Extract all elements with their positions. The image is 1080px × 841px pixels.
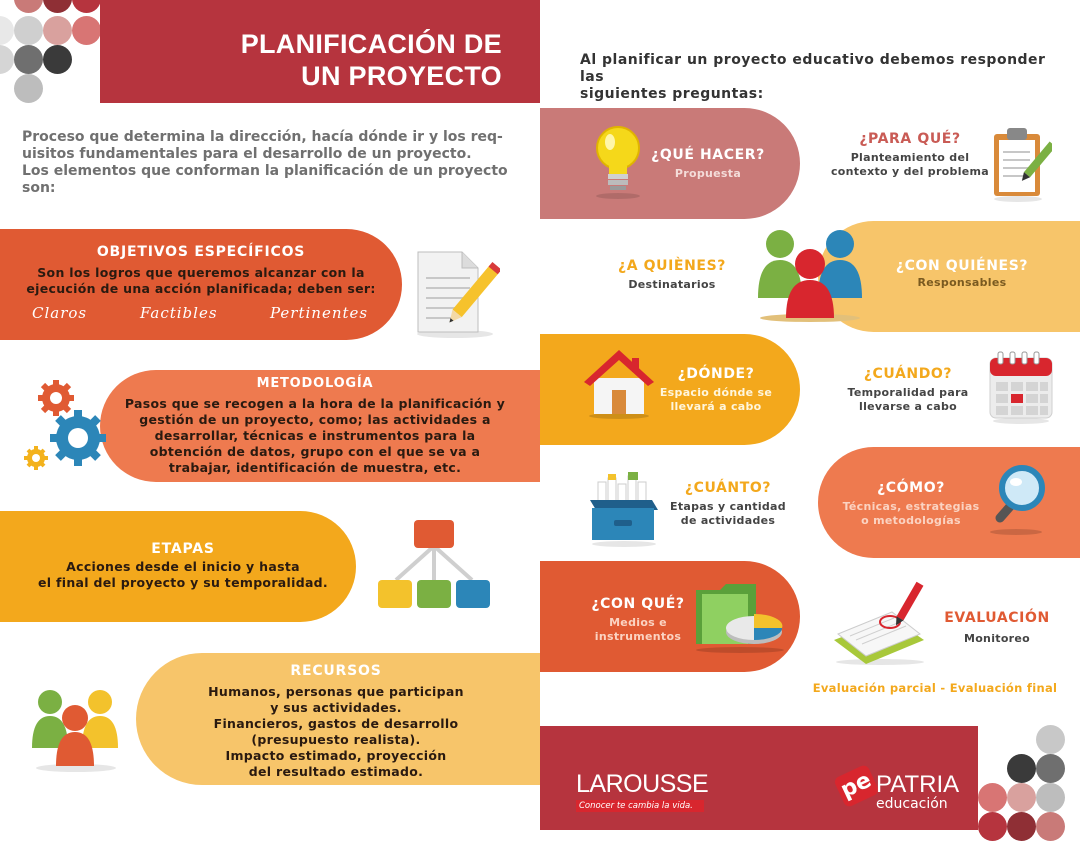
notebook-icon xyxy=(830,578,934,666)
decor-dot xyxy=(43,45,72,74)
donde-answer: Espacio dónde se llevará a cabo xyxy=(659,386,773,413)
que-hacer xyxy=(648,147,768,181)
decor-dot xyxy=(1036,783,1065,812)
metodologia-text: Pasos que se recogen a la hora de la planificación y gestión de un proyecto, como; las actividades a desarrollar, técnicas e instrumentos para la obtención de datos, grupo con el que se va a trabajar, identificación de muestra, etc. xyxy=(124,396,506,475)
con-que-answer: Medios e instrumentos xyxy=(594,616,682,643)
decor-dot xyxy=(0,16,14,45)
a-quienes-answer: Destinatarios xyxy=(628,278,716,291)
decor-dot xyxy=(1007,812,1036,841)
para-que xyxy=(828,131,992,179)
con-quienes-answer: Responsables xyxy=(917,276,1007,289)
cuanto xyxy=(664,480,792,528)
cuanto-answer: Etapas y cantidad de actividades xyxy=(670,500,786,527)
cuando-answer: Temporalidad para llevarse a cabo xyxy=(847,386,969,413)
file-drawer-icon xyxy=(586,470,662,548)
gears-icon xyxy=(22,378,112,476)
folder-chart-icon xyxy=(690,580,790,654)
a-quienes xyxy=(602,258,742,292)
donde xyxy=(656,366,776,414)
decor-dot xyxy=(1007,783,1036,812)
decor-dot xyxy=(72,0,101,13)
recursos-text: Humanos, personas que participan y sus actividades. Financieros, gastos de desarrollo (presupuesto realista). Impacto estimado, proyección del resultado estimado. xyxy=(208,684,464,779)
etapas-heading: ETAPAS xyxy=(151,541,215,557)
con-que-question: ¿CON QUÉ? xyxy=(591,596,685,612)
decor-dot xyxy=(978,812,1007,841)
decor-dot xyxy=(1036,812,1065,841)
document-pencil-icon xyxy=(410,248,500,340)
house-icon xyxy=(582,344,656,420)
recursos-heading: RECURSOS xyxy=(290,663,382,679)
lead-text: Al planificar un proyecto educativo debemos responder las siguientes preguntas: xyxy=(580,52,1046,102)
como-answer: Técnicas, estrategias o metodologías xyxy=(842,500,980,527)
footer-banner xyxy=(540,726,978,830)
que-hacer-question: ¿QUÉ HACER? xyxy=(651,147,765,163)
con-que xyxy=(578,596,698,644)
cuando-question: ¿CUÁNDO? xyxy=(863,366,953,382)
objetivos-heading: OBJETIVOS ESPECÍFICOS xyxy=(96,244,306,260)
patria-subtitle: educación xyxy=(876,796,948,812)
clipboard-icon xyxy=(990,124,1052,202)
decor-dot xyxy=(978,783,1007,812)
objetivos-item-pertinentes: Pertinentes xyxy=(270,304,369,322)
donde-question: ¿DÓNDE? xyxy=(677,366,755,382)
intro-text: Proceso que determina la dirección, hacía dónde ir y los req- uisitos fundamentales para el desarrollo de un proyecto. Los elementos que conforman la planificación de un proyecto son: xyxy=(22,129,508,196)
lightbulb-icon xyxy=(592,124,644,200)
recursos-band xyxy=(136,653,540,785)
decor-dot xyxy=(14,74,43,103)
decor-dot xyxy=(14,45,43,74)
con-quienes-question: ¿CON QUIÉNES? xyxy=(895,258,1029,274)
larousse-tagline: Conocer te cambia la vida. xyxy=(576,800,704,812)
cuanto-question: ¿CUÁNTO? xyxy=(684,480,772,496)
objetivos-band xyxy=(0,229,402,340)
decor-dot xyxy=(1036,725,1065,754)
con-quienes xyxy=(884,258,1040,290)
etapas-text: Acciones desde el inicio y hasta el final del proyecto y su temporalidad. xyxy=(38,559,328,590)
decor-dot xyxy=(43,0,72,13)
objetivos-text: Son los logros que queremos alcanzar con la ejecución de una acción planificada; deben ser: xyxy=(26,265,376,296)
hierarchy-icon xyxy=(376,516,492,616)
decor-dot xyxy=(14,16,43,45)
patria-mark: pe xyxy=(833,764,880,809)
people-icon xyxy=(28,688,124,772)
a-quienes-question: ¿A QUIÈNES? xyxy=(618,258,726,274)
para-que-answer: Planteamiento del contexto y del problema xyxy=(830,151,990,178)
decor-dot xyxy=(1036,754,1065,783)
magnifier-icon xyxy=(984,462,1048,536)
evaluacion-question: EVALUACIÓN xyxy=(944,610,1050,626)
como-question: ¿CÓMO? xyxy=(877,480,945,496)
decor-dot xyxy=(1007,754,1036,783)
como xyxy=(836,480,986,528)
decor-dot xyxy=(43,16,72,45)
evaluacion-note: Evaluación parcial - Evaluación final xyxy=(812,681,1058,695)
metodologia-band xyxy=(100,370,540,482)
decor-dot xyxy=(72,16,101,45)
page-title: PLANIFICACIÓN DE UN PROYECTO xyxy=(240,29,502,91)
larousse-wordmark: LAROUSSE xyxy=(576,770,709,798)
que-hacer-answer: Propuesta xyxy=(674,167,742,180)
evaluacion-answer: Monitoreo xyxy=(963,632,1031,645)
title-banner xyxy=(100,0,540,103)
cuando xyxy=(838,366,978,414)
metodologia-heading: METODOLOGÍA xyxy=(256,376,374,391)
decor-dot xyxy=(0,45,14,74)
para-que-question: ¿PARA QUÉ? xyxy=(859,131,961,147)
evaluacion xyxy=(938,610,1056,646)
group-icon xyxy=(752,228,868,324)
patria-logo xyxy=(836,767,968,816)
objetivos-item-factibles: Factibles xyxy=(140,304,218,322)
etapas-band xyxy=(0,511,356,622)
objetivos-item-claros: Claros xyxy=(32,304,88,322)
calendar-icon xyxy=(988,350,1054,424)
larousse-logo xyxy=(576,770,709,812)
decor-dot xyxy=(14,0,43,13)
patria-wordmark: PATRIA xyxy=(876,771,960,798)
